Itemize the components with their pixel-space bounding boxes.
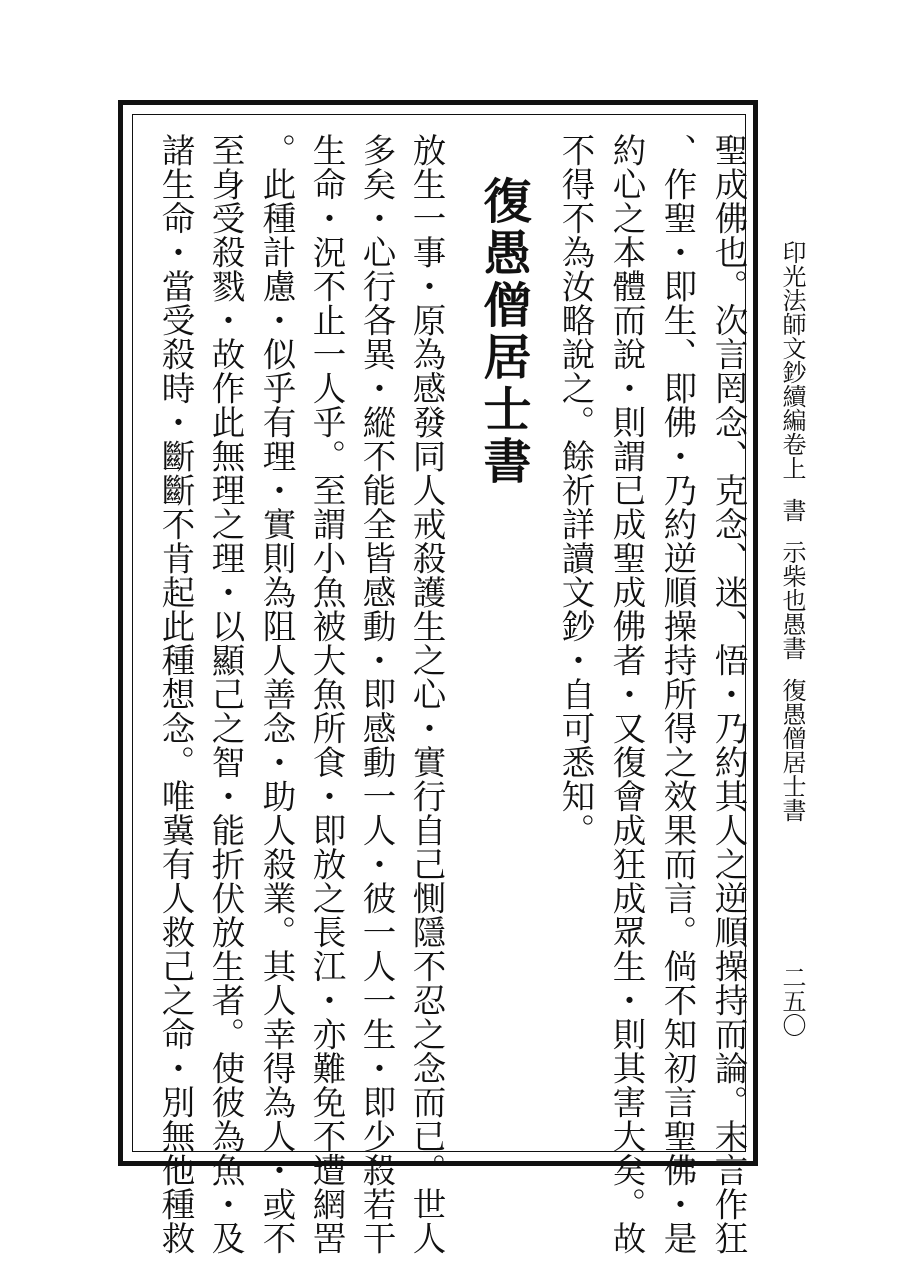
running-header [778,240,806,822]
text-column: 諸生命・當受殺時・斷斷不肯起此種想念。唯冀有人救己之命・別無他種救 [156,133,195,1255]
letter-title: 復愚僧居士書 [475,176,531,488]
text-column: 生命・況不止一人乎。至謂小魚被大魚所食・即放之長江・亦難免不遭網罟 [307,133,346,1255]
header-letter-2: 復愚僧居士書 [778,678,806,822]
header-section: 書 [778,498,806,522]
header-book-title: 印光法師文鈔續編卷上 [778,240,806,480]
text-column: 聖成佛也。次言罔念、克念、迷、悟・乃約其人之逆順操持而論。末言作狂 [709,133,748,1255]
text-column: 。此種計慮・似乎有理・實則為阻人善念・助人殺業。其人幸得為人・或不 [257,133,296,1255]
text-column: 多矣・心行各異・縱不能全皆感動・即感動一人・彼一人一生・即少殺若干 [357,133,396,1255]
text-column: 約心之本體而說・則謂已成聖成佛者・又復會成狂成眾生・則其害大矣。故 [607,133,646,1255]
text-column: 不得不為汝略說之。餘祈詳讀文鈔・自可悉知。 [556,133,595,847]
text-column: 、作聖・即生、即佛・乃約逆順操持所得之效果而言。倘不知初言聖佛・是 [658,133,697,1255]
text-column: 放生一事・原為感發同人戒殺護生之心・實行自己惻隱不忍之念而已。世人 [407,133,446,1255]
header-letter-1: 示柴也愚書 [778,540,806,660]
text-column: 至身受殺戮・故作此無理之理・以顯己之智・能折伏放生者。使彼為魚・及 [206,133,245,1255]
page-number: 二五〇 [778,965,806,1037]
